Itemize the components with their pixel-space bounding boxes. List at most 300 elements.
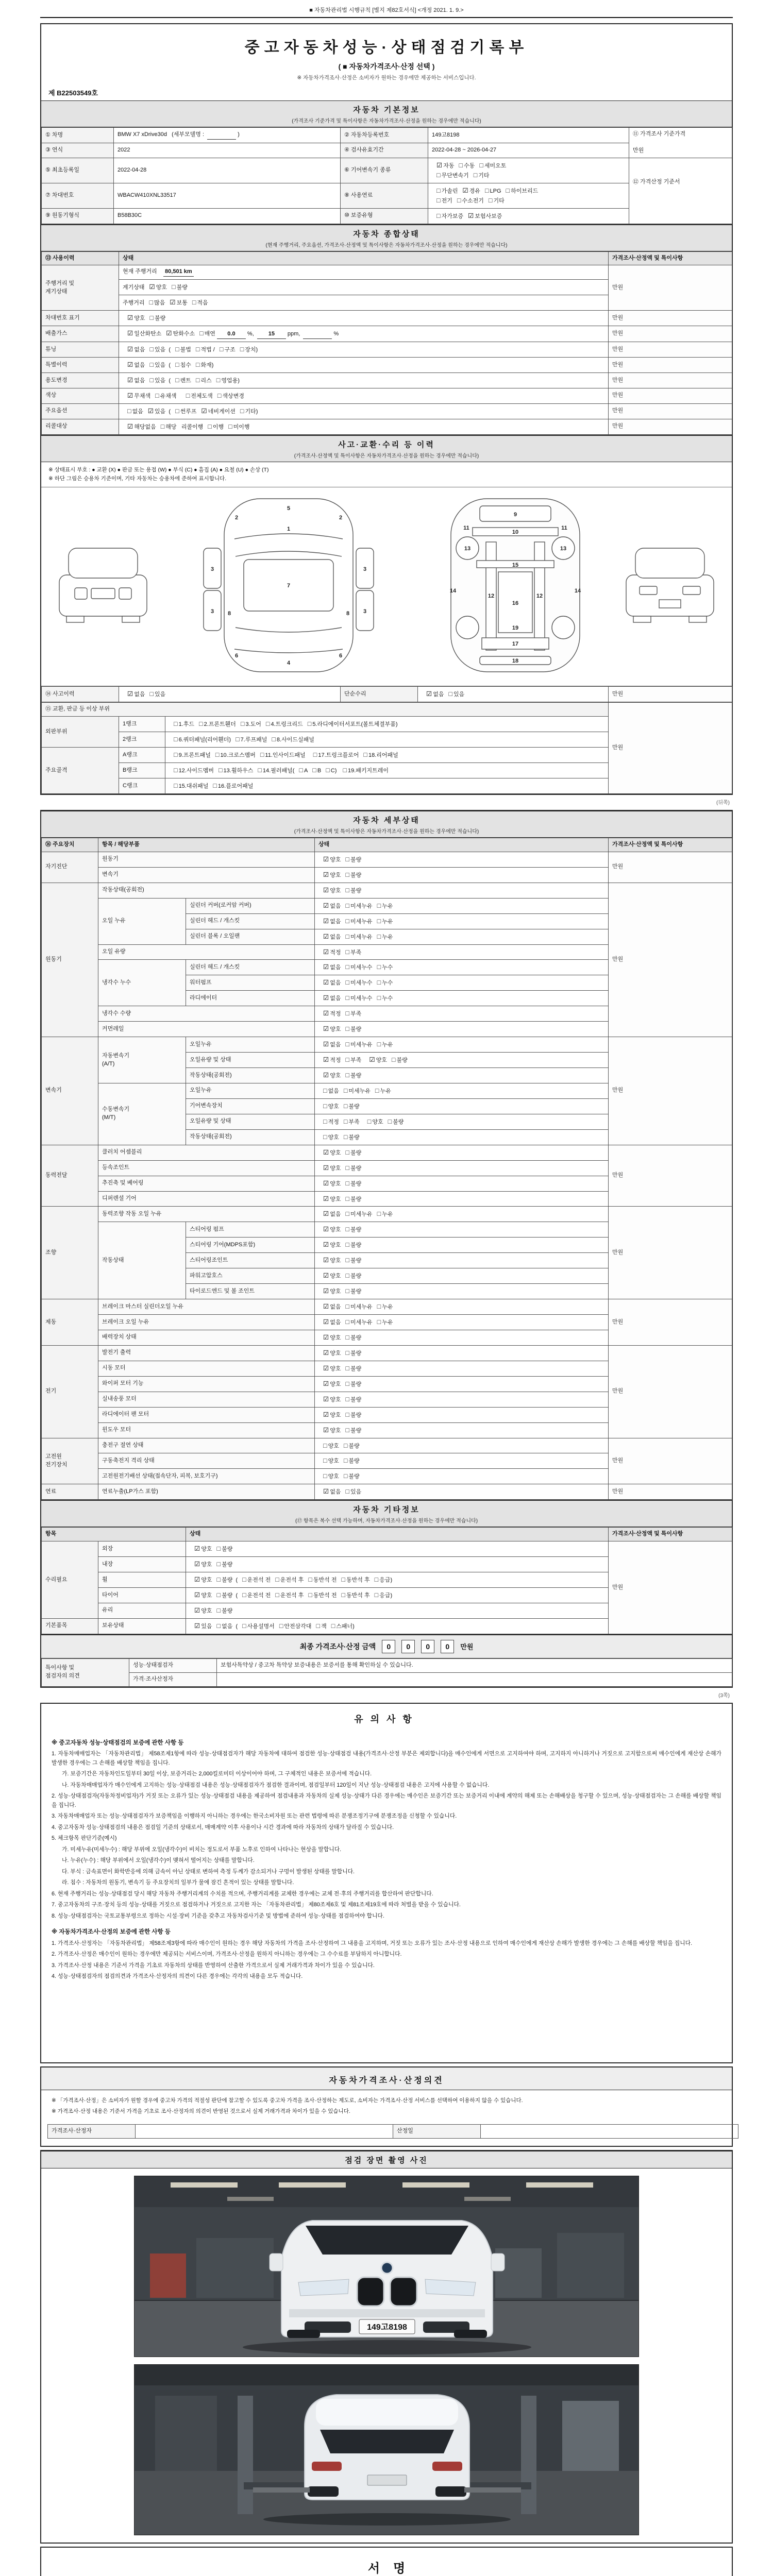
checkbox[interactable]: □ (377, 963, 381, 971)
table-cell: 만원 (609, 311, 732, 326)
checkbox[interactable]: □ (345, 994, 350, 1002)
table-cell: B58B30C (114, 208, 341, 224)
checkbox[interactable]: □ (155, 392, 159, 399)
checkbox-label: 자동 (443, 162, 455, 169)
checkbox[interactable]: □ (484, 187, 489, 194)
checkbox[interactable]: □ (279, 1622, 283, 1630)
checkbox[interactable]: □ (228, 422, 232, 430)
checkbox-label: 불량 (350, 1396, 362, 1403)
checkbox[interactable]: □ (219, 346, 224, 353)
checkbox[interactable]: □ (363, 751, 367, 759)
checkbox[interactable]: □ (199, 720, 203, 728)
checkbox[interactable]: □ (149, 361, 154, 369)
detail-status-table (41, 838, 732, 1500)
checkbox[interactable]: □ (312, 767, 316, 774)
notice-line: 가. 미세누유(미세누수) : 해당 부위에 오일(냉각수)이 비치는 정도로서 부품 노후로 인하여 나타나는 현상을 말합니다. (62, 1846, 342, 1853)
checkbox[interactable]: ☑ (323, 902, 329, 909)
checkbox[interactable]: □ (323, 1457, 327, 1465)
checkbox[interactable]: □ (459, 161, 463, 169)
overall-status (41, 251, 732, 435)
checkbox[interactable]: □ (323, 1117, 327, 1125)
checkbox[interactable]: □ (436, 187, 441, 194)
checkbox[interactable]: ☑ (194, 1561, 200, 1568)
checkbox-label: 6.쿼터패널(리어휀더) (178, 737, 231, 743)
checkbox[interactable]: □ (236, 736, 240, 743)
checkbox[interactable]: □ (436, 212, 441, 219)
checkbox[interactable]: □ (377, 1303, 381, 1311)
checkbox-label: 양호 (330, 1258, 341, 1264)
checkbox[interactable]: □ (343, 1457, 348, 1465)
checkbox[interactable]: □ (174, 767, 178, 774)
checkbox[interactable]: □ (345, 1287, 350, 1295)
checkbox[interactable]: ☑ (147, 407, 154, 415)
checkbox[interactable]: ☑ (426, 690, 432, 698)
notice-line: ※ 중고자동차 성능·상태점검의 보증에 관한 사항 등 (52, 1739, 184, 1746)
checkbox[interactable]: □ (377, 994, 381, 1002)
checkbox[interactable]: □ (377, 1318, 381, 1326)
checkbox[interactable]: □ (174, 782, 178, 789)
table-cell: 커먼레일 (98, 1022, 315, 1037)
checkbox[interactable]: □ (343, 1442, 348, 1449)
checkbox[interactable]: □ (343, 1117, 348, 1125)
price-select-option: ( ■ 자동차가격조사·산정 선택 ) (338, 62, 435, 71)
checkbox[interactable]: □ (345, 886, 350, 894)
checkbox[interactable]: ☑ (323, 1010, 329, 1018)
checkbox[interactable]: □ (345, 1195, 350, 1202)
checkbox[interactable]: ☑ (323, 1025, 329, 1033)
checkbox[interactable]: □ (377, 1041, 381, 1048)
checkbox[interactable]: □ (217, 392, 222, 399)
notice-line: 1. 자동차매매업자는 「자동차관리법」 제58조제1항에 따라 성능·상태점검자가 해당 자동차에 대하여 점검한 성능·상태점검 내용(가격조사·산정 부분은 제외합니다)을 매수인에게 서면으로 고지하여야 하며, 고지하지 아니하거나 거짓으로 고지함으로써 매수인에게 재산상 손해가 발생한 경우에는 그 손해를 배상할 책임을 집니다. (52, 1751, 721, 1766)
checkbox[interactable]: ☑ (468, 212, 474, 219)
checkbox[interactable]: □ (374, 1591, 379, 1599)
table-cell: 만원 (609, 1484, 732, 1500)
checkbox[interactable]: ☑ (323, 1349, 329, 1357)
checkbox[interactable]: □ (208, 422, 212, 430)
checkbox-label: 부족 (350, 1011, 362, 1018)
checkbox[interactable]: □ (436, 171, 441, 179)
checkbox[interactable]: □ (240, 407, 244, 415)
checkbox[interactable]: □ (488, 196, 493, 204)
notice-line: 나. 자동차매매업자가 매수인에게 고지하는 성능·상태점검 내용은 성능·상태점검자가 점검한 결과이며, 점검일부터 120일이 지난 성능·상태점검 내용은 고지에 사용할 수 없습니다. (62, 1782, 490, 1788)
checkbox[interactable]: ☑ (127, 330, 133, 337)
checkbox[interactable]: □ (195, 377, 200, 384)
checkbox[interactable]: □ (199, 330, 204, 337)
checkbox[interactable]: □ (341, 1576, 346, 1584)
checkbox-label: 불량 (396, 1057, 408, 1064)
checkbox[interactable]: □ (242, 1622, 246, 1630)
checkbox[interactable]: □ (299, 767, 303, 774)
checkbox[interactable]: □ (216, 1576, 221, 1584)
checkbox[interactable]: □ (343, 767, 347, 774)
table-cell (428, 183, 629, 208)
svg-text:13: 13 (560, 546, 567, 552)
checkbox[interactable]: ☑ (323, 1333, 329, 1341)
checkbox[interactable]: □ (345, 1025, 350, 1033)
checkbox[interactable]: □ (345, 1333, 350, 1341)
table-cell: ⑤ 최초등록일 (42, 158, 114, 183)
checkbox[interactable]: □ (345, 902, 350, 909)
checkbox[interactable]: □ (479, 161, 483, 169)
checkbox[interactable]: ☑ (323, 1395, 329, 1403)
checkbox[interactable]: □ (216, 1591, 221, 1599)
checkbox[interactable]: □ (343, 1087, 348, 1094)
checkbox-label: 사용설명서 (247, 1623, 275, 1630)
checkbox[interactable]: ☑ (323, 1364, 329, 1372)
table-cell (186, 1557, 609, 1572)
checkbox-label: 양호 (330, 1227, 341, 1233)
checkbox-label: 누유 (382, 1042, 393, 1048)
checkbox[interactable]: □ (127, 407, 131, 415)
checkbox[interactable]: ☑ (323, 1426, 329, 1434)
checkbox[interactable]: □ (213, 782, 217, 789)
checkbox[interactable]: □ (345, 1010, 350, 1018)
checkbox[interactable]: ☑ (323, 1318, 329, 1326)
checkbox-label: 5.라디에이터서포트(볼트체결부품) (312, 721, 398, 728)
checkbox[interactable]: □ (275, 1591, 279, 1599)
table-cell: ☑ 있음 □ 없음 ( □ 사용설명서 □ 안전삼각대 □ 잭 □ 스패너) (186, 1618, 609, 1634)
checkbox[interactable]: □ (149, 314, 154, 322)
checkbox[interactable]: ☑ (436, 161, 443, 169)
table-cell (315, 898, 609, 913)
checkbox[interactable]: □ (343, 1102, 348, 1110)
checkbox[interactable]: □ (345, 1210, 350, 1218)
checkbox[interactable]: ☑ (323, 1287, 329, 1295)
checkbox[interactable]: □ (175, 377, 179, 384)
svg-text:2: 2 (234, 515, 239, 521)
checkbox[interactable]: □ (308, 1591, 312, 1599)
checkbox[interactable]: □ (216, 377, 221, 384)
checkbox[interactable]: □ (216, 1606, 221, 1614)
checkbox[interactable]: ☑ (323, 979, 329, 987)
checkbox[interactable]: ☑ (323, 1241, 329, 1249)
checkbox[interactable]: ☑ (127, 690, 133, 698)
table-cell: 리콜대상 (42, 419, 119, 434)
checkbox[interactable]: □ (307, 720, 312, 728)
svg-text:8: 8 (346, 611, 350, 617)
checkbox[interactable]: ☑ (323, 1195, 329, 1202)
checkbox-label: 12.사이드멤버 (178, 768, 214, 774)
checkbox[interactable]: □ (388, 1117, 392, 1125)
checkbox[interactable]: ☑ (323, 1056, 329, 1064)
checkbox[interactable]: ☑ (323, 1164, 329, 1172)
basic-info-table (41, 127, 732, 224)
checkbox[interactable]: ☑ (369, 1056, 375, 1064)
table-cell (315, 852, 609, 867)
checkbox[interactable]: □ (345, 1349, 350, 1357)
notice-line: 라. 침수 : 자동차의 원동기, 변속기 등 주요장치의 일부가 물에 잠긴 흔적이 있는 상태를 말합니다. (62, 1879, 294, 1886)
checkbox[interactable]: □ (345, 917, 350, 925)
checkbox[interactable]: □ (308, 1576, 312, 1584)
checkbox-label: 양호 (134, 315, 145, 322)
checkbox[interactable]: □ (192, 299, 196, 307)
table-cell: ⑩ 보증유형 (341, 208, 428, 224)
table-cell: 변속기 (42, 1037, 98, 1145)
checkbox[interactable]: ☑ (323, 1179, 329, 1187)
table-cell (315, 1330, 609, 1345)
checkbox[interactable]: □ (260, 751, 264, 759)
checkbox[interactable]: □ (345, 1241, 350, 1249)
checkbox-label: 불량 (222, 1592, 233, 1599)
checkbox[interactable]: □ (448, 690, 453, 698)
checkbox[interactable]: □ (377, 902, 381, 909)
checkbox[interactable]: ☑ (166, 330, 172, 337)
checkbox[interactable]: □ (345, 1364, 350, 1372)
checkbox[interactable]: □ (175, 361, 179, 369)
table-cell (119, 311, 609, 326)
table-cell: 만원 (609, 687, 732, 702)
checkbox-label: 부족 (350, 949, 362, 956)
checkbox-label: 양호 (330, 872, 341, 878)
checkbox[interactable]: □ (345, 855, 350, 863)
checkbox[interactable]: □ (374, 1576, 379, 1584)
checkbox[interactable]: □ (345, 1226, 350, 1233)
table-cell: 시동 모터 (98, 1361, 315, 1376)
checkbox[interactable]: □ (275, 1576, 279, 1584)
checkbox[interactable]: ☑ (323, 1257, 329, 1264)
checkbox[interactable]: □ (172, 283, 176, 291)
car-front-photo-illustration (270, 2221, 505, 2338)
table-cell (315, 1160, 609, 1176)
checkbox[interactable]: ☑ (323, 1148, 329, 1156)
checkbox[interactable]: □ (377, 979, 381, 987)
table-cell (165, 778, 609, 794)
checkbox[interactable]: □ (345, 948, 350, 956)
checkbox[interactable]: □ (240, 720, 245, 728)
checkbox[interactable]: □ (345, 1164, 350, 1172)
checkbox[interactable]: □ (258, 767, 262, 774)
checkbox[interactable]: □ (174, 720, 178, 728)
checkbox[interactable]: ☑ (194, 1606, 200, 1614)
checkbox-label: 많음 (154, 300, 165, 307)
checkbox-label: 전기 (441, 197, 452, 204)
table-cell (315, 1238, 609, 1253)
checkbox[interactable]: □ (323, 1087, 327, 1094)
checkbox[interactable]: □ (174, 751, 178, 759)
svg-text:3: 3 (210, 566, 214, 573)
checkbox[interactable]: □ (345, 1411, 350, 1418)
checkbox[interactable]: ☑ (127, 422, 133, 430)
checkbox[interactable]: □ (345, 1318, 350, 1326)
svg-text:6: 6 (339, 653, 343, 659)
table-cell: A랭크 (119, 748, 165, 763)
checkbox[interactable]: □ (345, 1072, 350, 1079)
checkbox[interactable]: □ (473, 171, 478, 179)
table-cell: ☑ 없음 □ 있음 ( □ 불법 □ 적법 / □ 구조 □ 장치) (119, 342, 609, 358)
checkbox[interactable]: ☑ (323, 1041, 329, 1048)
checkbox[interactable]: ☑ (323, 871, 329, 878)
checkbox-label: 침수 (180, 362, 191, 369)
checkbox[interactable]: ☑ (149, 283, 155, 291)
checkbox[interactable]: □ (345, 1380, 350, 1387)
checkbox[interactable]: ☑ (323, 886, 329, 894)
checkbox[interactable]: ☑ (170, 299, 176, 307)
table-cell (315, 1268, 609, 1284)
checkbox[interactable]: □ (345, 871, 350, 878)
damage-diagram (49, 493, 724, 678)
table-cell: 실린더 헤드 / 개스킷 (186, 960, 315, 975)
checkbox[interactable]: □ (323, 1133, 327, 1141)
table-cell: ☑ 없음 □ 있음 ( □ 렌트 □ 리스 □ 영업용) (119, 373, 609, 388)
checkbox-label: 양호 (330, 1073, 341, 1079)
checkbox[interactable]: □ (345, 1426, 350, 1434)
checkbox-label: 있음 (453, 691, 465, 698)
table-cell (315, 1453, 609, 1469)
checkbox[interactable]: □ (343, 1472, 348, 1480)
table-cell (315, 1438, 609, 1453)
section-notice (40, 1703, 733, 2063)
checkbox-label: 누수 (382, 995, 393, 1002)
checkbox[interactable]: □ (345, 1488, 350, 1496)
checkbox[interactable]: □ (240, 346, 244, 353)
checkbox-label: 양호 (328, 1473, 339, 1480)
checkbox[interactable]: □ (149, 690, 154, 698)
table-cell: 주요골격 (42, 748, 119, 794)
checkbox[interactable]: ☑ (323, 1303, 329, 1311)
checkbox[interactable]: □ (218, 767, 223, 774)
checkbox[interactable]: □ (323, 1472, 327, 1480)
checkbox[interactable]: □ (345, 979, 350, 987)
checkbox[interactable]: ☑ (194, 1576, 200, 1584)
checkbox-label: 불량 (350, 1258, 362, 1264)
checkbox-label: 8.사이드실패널 (276, 737, 314, 743)
checkbox[interactable]: □ (175, 346, 179, 353)
checkbox[interactable]: ☑ (323, 933, 329, 940)
checkbox[interactable]: □ (391, 1056, 396, 1064)
checkbox[interactable]: □ (216, 1545, 221, 1553)
checkbox[interactable]: □ (195, 361, 200, 369)
checkbox[interactable]: ☑ (323, 948, 329, 956)
checkbox[interactable]: ☑ (127, 346, 133, 353)
table-cell: ⑪ 가격조사 기준가격 만원 (629, 128, 732, 158)
checkbox[interactable]: □ (149, 346, 154, 353)
checkbox-label: 없음 (330, 903, 341, 909)
checkbox[interactable]: □ (377, 1210, 381, 1218)
checkbox[interactable]: ☑ (194, 1622, 200, 1630)
table-row (42, 1658, 732, 1672)
checkbox[interactable]: ☑ (323, 1210, 329, 1218)
checkbox-label: 유채색 (160, 393, 177, 399)
checkbox-label: 누유 (380, 1088, 391, 1094)
checkbox[interactable]: □ (345, 1148, 350, 1156)
table-cell: 주요옵션 (42, 403, 119, 419)
checkbox[interactable]: □ (216, 1622, 221, 1630)
checkbox-label: 운전석 전 (247, 1592, 271, 1599)
checkbox[interactable]: □ (174, 736, 178, 743)
checkbox[interactable]: □ (345, 1056, 350, 1064)
checkbox[interactable]: ☑ (323, 963, 329, 971)
checkbox[interactable]: □ (326, 767, 330, 774)
checkbox[interactable]: ☑ (127, 377, 133, 384)
checkbox[interactable]: □ (345, 1303, 350, 1311)
table-row (42, 403, 732, 419)
checkbox[interactable]: □ (377, 933, 381, 940)
checkbox[interactable]: ☑ (323, 1380, 329, 1387)
checkbox-label: 가솔린 (441, 188, 458, 194)
checkbox[interactable]: □ (367, 1117, 372, 1125)
checkbox-label: 색상변경 (222, 393, 244, 399)
checkbox[interactable]: □ (436, 196, 441, 204)
checkbox[interactable]: □ (506, 187, 510, 194)
checkbox[interactable]: □ (149, 377, 154, 384)
checkbox[interactable]: □ (345, 963, 350, 971)
checkbox[interactable]: ☑ (194, 1591, 200, 1599)
checkbox[interactable]: □ (341, 1591, 346, 1599)
checkbox[interactable]: □ (377, 917, 381, 925)
svg-text:16: 16 (512, 600, 519, 607)
checkbox[interactable]: □ (242, 1576, 246, 1584)
checkbox[interactable]: ☑ (323, 1488, 329, 1496)
checkbox-label: 동반석 후 (346, 1592, 370, 1599)
table-cell (315, 1083, 609, 1098)
checkbox[interactable]: □ (242, 1591, 246, 1599)
checkbox[interactable]: ☑ (127, 361, 133, 369)
checkbox[interactable]: ☑ (201, 407, 207, 415)
table-cell (315, 1114, 609, 1129)
price-digit-box: 0 (401, 1640, 415, 1653)
checkbox[interactable]: □ (160, 422, 165, 430)
checkbox[interactable]: □ (149, 299, 154, 307)
checkbox[interactable]: ☑ (323, 855, 329, 863)
checkbox[interactable]: □ (457, 196, 461, 204)
checkbox[interactable]: □ (345, 1272, 350, 1280)
table-cell: 냉각수 누수 (98, 960, 186, 1006)
table-cell: 튜닝 (42, 342, 119, 358)
checkbox[interactable]: ☑ (127, 314, 133, 322)
checkbox-label: 적음 (197, 300, 208, 307)
checkbox[interactable]: □ (265, 720, 270, 728)
checkbox[interactable]: □ (175, 407, 179, 415)
checkbox[interactable]: ☑ (323, 1226, 329, 1233)
table-cell: 상태 (186, 1528, 609, 1541)
checkbox[interactable]: □ (345, 933, 350, 940)
checkbox[interactable]: □ (216, 1561, 221, 1568)
checkbox[interactable]: □ (331, 1622, 335, 1630)
checkbox[interactable]: □ (316, 1622, 321, 1630)
checkbox[interactable]: □ (272, 736, 276, 743)
checkbox-label: 누유 (382, 934, 393, 940)
checkbox[interactable]: □ (313, 751, 317, 759)
checkbox[interactable]: □ (323, 1442, 327, 1449)
table-cell: 스티어링 기어(MDPS포함) (186, 1238, 315, 1253)
checkbox[interactable]: ☑ (323, 994, 329, 1002)
checkbox[interactable]: □ (345, 1041, 350, 1048)
checkbox[interactable]: □ (345, 1179, 350, 1187)
checkbox[interactable]: ☑ (323, 917, 329, 925)
checkbox-label: 있음 (350, 1489, 362, 1496)
checkbox[interactable]: □ (345, 1257, 350, 1264)
checkbox[interactable]: □ (375, 1087, 379, 1094)
checkbox[interactable]: ☑ (194, 1545, 200, 1553)
checkbox[interactable]: ☑ (323, 1072, 329, 1079)
checkbox[interactable]: □ (215, 751, 220, 759)
table-cell: 항목 / 해당부품 (98, 838, 315, 852)
checkbox[interactable]: □ (345, 1395, 350, 1403)
checkbox[interactable]: □ (195, 346, 200, 353)
checkbox[interactable]: ☑ (462, 187, 468, 194)
notice-line: 4. 중고자동차 성능·상태점검의 내용은 점검일 기준의 상태로서, 매매계약 이후 사용이나 시간 경과에 따라 자동차의 상태가 달라질 수 있습니다. (52, 1824, 394, 1831)
notice-line: 3. 가격조사·산정 내용은 기준서 가격을 기초로 자동차의 상태를 반영하여 산출한 가격으로서 실제 거래가격과 차이가 있을 수 있습니다. (52, 1962, 375, 1969)
checkbox[interactable]: ☑ (127, 392, 133, 399)
checkbox-label: 없음 (134, 378, 145, 384)
table-cell (315, 1191, 609, 1207)
checkbox[interactable]: □ (186, 392, 190, 399)
checkbox[interactable]: ☑ (323, 1272, 329, 1280)
table-cell: ④ 검사유효기간 (341, 143, 428, 158)
checkbox[interactable]: ☑ (323, 1411, 329, 1418)
checkbox[interactable]: □ (323, 1102, 327, 1110)
checkbox[interactable]: □ (343, 1133, 348, 1141)
